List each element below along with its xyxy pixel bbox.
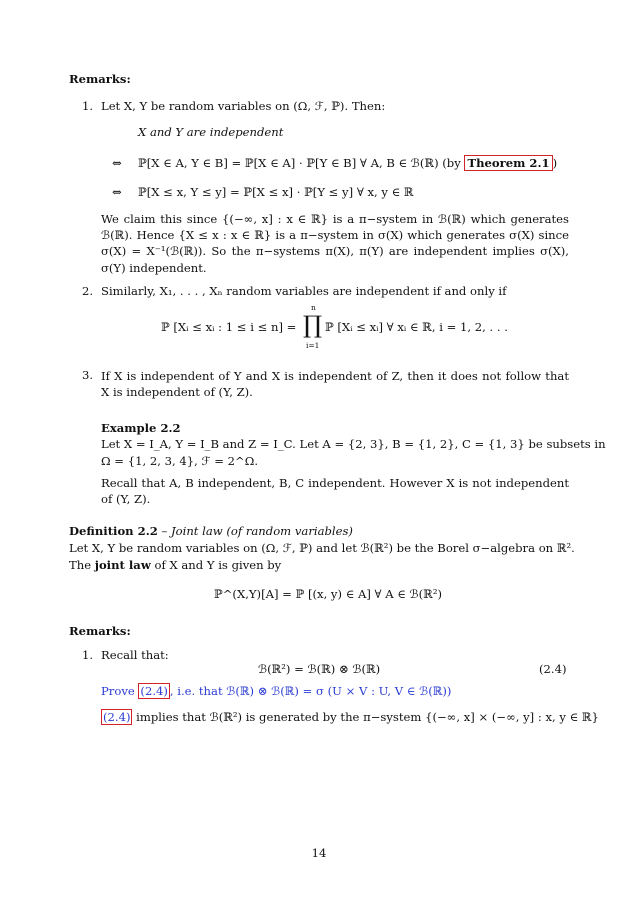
- product-symbol: ∏: [303, 311, 323, 339]
- definition-line-2-post: of X and Y is given by: [154, 558, 282, 572]
- product-upper-limit: n: [311, 303, 316, 312]
- page-number: 14: [311, 846, 327, 860]
- definition-line-1: Let X, Y be random variables on (Ω, ℱ, ℙ) and let ℬ(ℝ²) be the Borel σ−algebra on ℝ².: [69, 541, 575, 555]
- implies-line: [101, 710, 599, 724]
- prove-exercise: [101, 684, 451, 698]
- definition-title: [69, 524, 353, 538]
- list-number: 2.: [82, 284, 94, 298]
- item2-text: Similarly, X₁, . . . , Xₙ random variables are independent if and only if: [101, 284, 507, 298]
- theorem-reference-link[interactable]: Theorem 2.1: [464, 155, 552, 171]
- definition-subtitle: Joint law (of random variables): [171, 524, 353, 538]
- example-recall: Recall that A, B independent, B, C independent. However X is not independent of (Y, Z).: [101, 476, 569, 507]
- product-equation-left: ℙ [Xᵢ ≤ xᵢ : 1 ≤ i ≤ n] =: [161, 320, 297, 334]
- product-equation-right: ℙ [Xᵢ ≤ xᵢ] ∀ xᵢ ∈ ℝ, i = 1, 2, . . .: [325, 320, 508, 334]
- example-title: Example 2.2: [101, 421, 181, 435]
- item3-text: If X is independent of Y and X is independent of Z, then it does not follow that X is independent of (Y, Z).: [101, 369, 569, 400]
- equation-line-1: X and Y are independent: [138, 125, 284, 139]
- equation-line-2: [138, 156, 557, 170]
- implies-statement: implies that ℬ(ℝ²) is generated by the π−system {(−∞, x] × (−∞, y] : x, y ∈ ℝ}: [136, 710, 599, 724]
- remarks-heading: Remarks:: [69, 72, 131, 86]
- equation-line-2-end: ): [552, 156, 558, 170]
- definition-line-2: [69, 558, 281, 572]
- list-number: 3.: [82, 368, 94, 382]
- definition-number: Definition 2.2: [69, 524, 158, 538]
- equation-reference-link[interactable]: (2.4): [103, 710, 131, 724]
- equation-line-3: ℙ[X ≤ x, Y ≤ y] = ℙ[X ≤ x] · ℙ[Y ≤ y] ∀ x, y ∈ ℝ: [138, 185, 414, 199]
- equation-number: (2.4): [539, 662, 567, 676]
- equation-line-2-text: ℙ[X ∈ A, Y ∈ B] = ℙ[X ∈ A] · ℙ[Y ∈ B] ∀ A, B ∈ ℬ(ℝ) (by: [138, 156, 461, 170]
- borel-product-equation: ℬ(ℝ²) = ℬ(ℝ) ⊗ ℬ(ℝ): [258, 662, 381, 676]
- remarks-heading: Remarks:: [69, 624, 131, 638]
- definition-dash: –: [161, 524, 168, 538]
- list-number: 1.: [82, 99, 94, 113]
- example-line-2: Ω = {1, 2, 3, 4}, ℱ = 2^Ω.: [101, 454, 259, 468]
- iff-arrow: ⇔: [112, 185, 122, 199]
- prove-label: Prove: [101, 684, 135, 698]
- product-lower-limit: i=1: [306, 341, 320, 350]
- item1-intro: Let X, Y be random variables on (Ω, ℱ, ℙ). Then:: [101, 99, 386, 113]
- joint-law-equation: ℙ^(X,Y)[A] = ℙ [(x, y) ∈ A] ∀ A ∈ ℬ(ℝ²): [214, 587, 442, 601]
- iff-arrow: ⇔: [112, 156, 122, 170]
- joint-law-term: joint law: [94, 558, 151, 572]
- prove-statement: , i.e. that ℬ(ℝ) ⊗ ℬ(ℝ) = σ (U × V : U, V ∈ ℬ(ℝ)): [169, 684, 452, 698]
- definition-line-2-pre: The: [69, 558, 92, 572]
- item1-explanation: We claim this since {(−∞, x] : x ∈ ℝ} is a π−system in ℬ(ℝ) which generates ℬ(ℝ). Hence {X ≤ x : x ∈ ℝ} is a π−system in σ(X) which generates σ(X) since σ(X) = X⁻¹(ℬ(ℝ)). So the π−systems π(X), π(Y) are independent implies σ(X), σ(Y) independent.: [101, 212, 569, 275]
- equation-reference-link[interactable]: (2.4): [140, 684, 168, 698]
- list-number: 1.: [82, 648, 94, 662]
- example-line-1: Let X = I_A, Y = I_B and Z = I_C. Let A = {2, 3}, B = {1, 2}, C = {1, 3} be subsets in: [101, 437, 606, 451]
- recall-text: Recall that:: [101, 648, 169, 662]
